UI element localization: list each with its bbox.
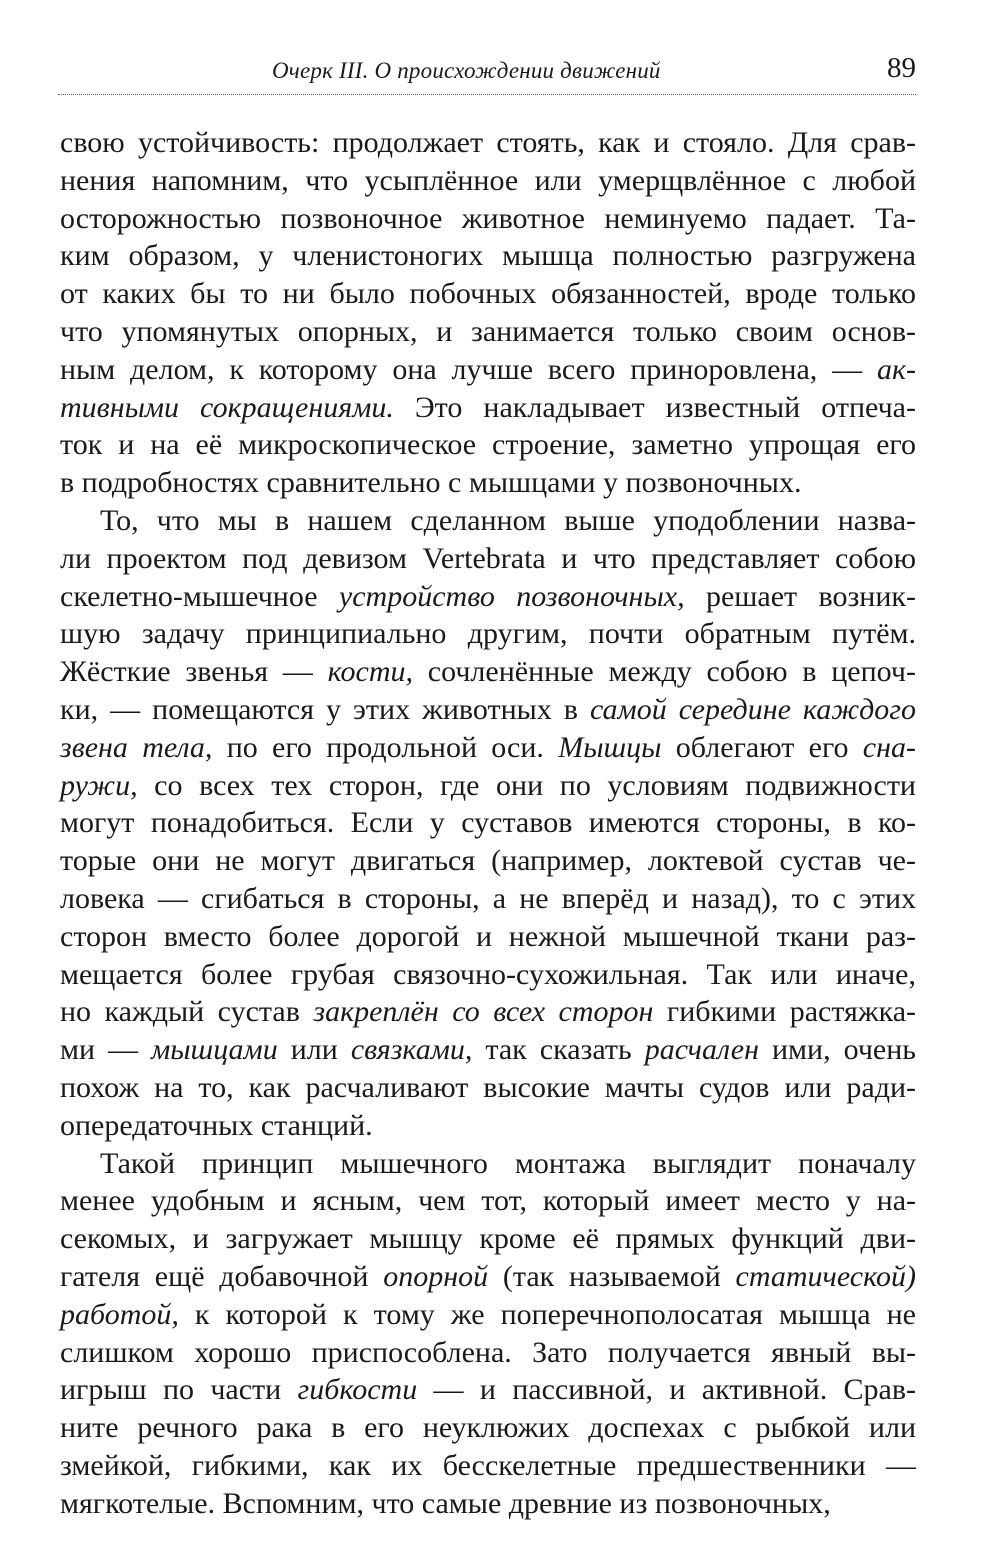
- text-segment: игрыш по части: [60, 1373, 298, 1407]
- text-line: [60, 237, 916, 275]
- text-segment: свою устойчивость: продолжает стоять, как и стояло. Для срав-: [60, 126, 916, 159]
- text-segment: ки, — помещаются у этих животных в: [60, 692, 591, 726]
- italic-phrase: мышцами: [151, 1033, 278, 1067]
- text-line: [60, 313, 916, 351]
- italic-phrase: опорной: [383, 1259, 489, 1293]
- text-segment: ните речного рака в его неуклюжих доспехах с рыбкой или: [60, 1411, 916, 1445]
- text-line: [60, 691, 916, 729]
- text-line: [60, 1485, 916, 1523]
- header-rule: [58, 94, 916, 95]
- text-line: [60, 426, 916, 464]
- page-header: [58, 50, 916, 96]
- text-line: [60, 1296, 916, 1334]
- text-segment: ток и на её микроскопическое строение, заметно упрощая его: [60, 428, 916, 462]
- text-line: [60, 389, 916, 427]
- text-line: [60, 1258, 916, 1296]
- text-line: [60, 918, 916, 956]
- text-segment: шую задачу принципиально другим, почти обратным путём.: [60, 617, 916, 651]
- text-line: [60, 653, 916, 691]
- text-line: [60, 1220, 916, 1258]
- text-line: [60, 956, 916, 994]
- text-segment: То, что мы в нашем сделанном выше уподоблении назва-: [100, 503, 916, 537]
- text-segment: по его продольной оси.: [212, 730, 559, 764]
- italic-phrase: тивными сокращениями.: [60, 390, 394, 424]
- text-line: [60, 1069, 916, 1107]
- text-segment: нения напомним, что усыплённое или умерщвлённое с любой: [60, 163, 916, 197]
- italic-phrase: закреплён со всех сторон: [313, 995, 654, 1029]
- text-segment: мягкотелые. Вспомним, что самые древние из позвоночных,: [60, 1486, 831, 1520]
- text-segment: — и пассивной, и активной. Срав-: [417, 1373, 916, 1407]
- text-segment: осторожностью позвоночное животное неминуемо падает. Та-: [60, 201, 916, 235]
- text-segment: могут понадобиться. Если у суставов имеются стороны, в ко-: [60, 806, 916, 840]
- text-line: [60, 162, 916, 200]
- text-segment: ими, очень: [758, 1033, 916, 1067]
- text-segment: ли проектом под девизом Vertebrata и что представляет собою: [60, 541, 916, 575]
- text-line: [60, 1182, 916, 1220]
- text-segment: облегают его: [661, 730, 863, 764]
- text-segment: со всех тех сторон, где они по условиям подвижности: [137, 768, 916, 802]
- text-line: [60, 1334, 916, 1372]
- text-segment: решает возник-: [684, 579, 916, 613]
- text-segment: (так называемой: [488, 1259, 736, 1293]
- text-segment: гибкими растяжка-: [653, 995, 917, 1029]
- text-segment: в подробностях сравнительно с мышцами у позвоночных.: [60, 466, 802, 500]
- italic-phrase: связками,: [350, 1033, 473, 1067]
- paragraph: [60, 124, 916, 502]
- text-segment: похож на то, как расчаливают высокие мачты судов или ради-: [60, 1070, 916, 1104]
- text-segment: Жёсткие звенья —: [60, 655, 328, 689]
- page-number: 89: [887, 52, 916, 84]
- text-segment: но каждый сустав: [60, 995, 314, 1029]
- italic-phrase: устройство позвоночных,: [338, 579, 685, 613]
- text-segment: ным делом, к которому она лучше всего приноровлена, —: [60, 352, 877, 386]
- text-segment: скелетно-мышечное: [60, 579, 339, 613]
- text-line: [60, 767, 916, 805]
- text-line: [60, 1409, 916, 1447]
- text-line: [60, 880, 916, 918]
- text-segment: Такой принцип мышечного монтажа выглядит поначалу: [100, 1146, 916, 1180]
- text-line: [60, 729, 916, 767]
- text-segment: Это накладывает известный отпеча-: [393, 390, 916, 424]
- text-line: [60, 464, 916, 502]
- text-segment: ловека — сгибаться в стороны, а не вперёд и назад), то с этих: [60, 881, 916, 915]
- text-line: [60, 351, 916, 389]
- text-segment: сторон вместо более дорогой и нежной мышечной ткани раз-: [60, 919, 916, 953]
- text-line: [60, 578, 916, 616]
- text-line: [60, 1371, 916, 1409]
- text-segment: ми —: [60, 1033, 152, 1067]
- text-segment: что упомянутых опорных, и занимается только своим основ-: [60, 314, 916, 348]
- text-segment: торые они не могут двигаться (например, локтевой сустав че-: [60, 844, 916, 878]
- text-line: [60, 1031, 916, 1069]
- text-line: [60, 804, 916, 842]
- italic-phrase: ак-: [876, 352, 916, 386]
- text-segment: так сказать: [472, 1033, 645, 1067]
- text-line: [60, 200, 916, 238]
- italic-phrase: расчален: [644, 1033, 759, 1067]
- running-title: Очерк III. О происхождении движений: [272, 58, 661, 83]
- text-segment: сочленённые между собою в цепоч-: [413, 655, 916, 689]
- text-line: [60, 1107, 916, 1145]
- italic-phrase: звена тела,: [60, 730, 213, 764]
- text-segment: от каких бы то ни было побочных обязанностей, вроде только: [60, 277, 916, 311]
- paragraph: [60, 1145, 916, 1523]
- text-line: [60, 502, 916, 540]
- text-segment: змейкой, гибкими, как их бесскелетные предшественники —: [60, 1448, 916, 1482]
- italic-phrase: кости,: [327, 655, 413, 689]
- text-line: [60, 1145, 916, 1183]
- text-segment: к которой к тому же поперечнополосатая мышца не: [178, 1297, 916, 1331]
- text-segment: мещается более грубая связочно-сухожильная. Так или иначе,: [60, 957, 916, 991]
- paragraph: [60, 502, 916, 1145]
- text-segment: слишком хорошо приспособлена. Зато получается явный вы-: [60, 1335, 916, 1369]
- italic-phrase: работой,: [60, 1297, 179, 1331]
- text-line: [60, 993, 916, 1031]
- italic-phrase: Мышцы: [558, 730, 662, 764]
- text-line: [60, 615, 916, 653]
- text-segment: менее удобным и ясным, чем тот, который имеет место у на-: [60, 1184, 916, 1218]
- text-segment: опередаточных станций.: [60, 1108, 373, 1142]
- text-line: [60, 1447, 916, 1485]
- text-segment: или: [277, 1033, 351, 1067]
- italic-phrase: ружи,: [60, 768, 138, 802]
- italic-phrase: гибкости: [297, 1373, 418, 1407]
- text-line: [60, 842, 916, 880]
- text-segment: ким образом, у членистоногих мышца полностью разгружена: [60, 239, 916, 273]
- text-segment: гателя ещё добавочной: [60, 1259, 384, 1293]
- text-segment: секомых, и загружает мышцу кроме её прямых функций дви-: [60, 1222, 916, 1256]
- italic-phrase: самой середине каждого: [590, 692, 917, 726]
- text-line: [60, 540, 916, 578]
- text-line: [60, 275, 916, 313]
- italic-phrase: статической): [735, 1259, 916, 1293]
- text-line: [60, 124, 916, 162]
- italic-phrase: сна-: [862, 730, 916, 764]
- body-text: [60, 124, 916, 1522]
